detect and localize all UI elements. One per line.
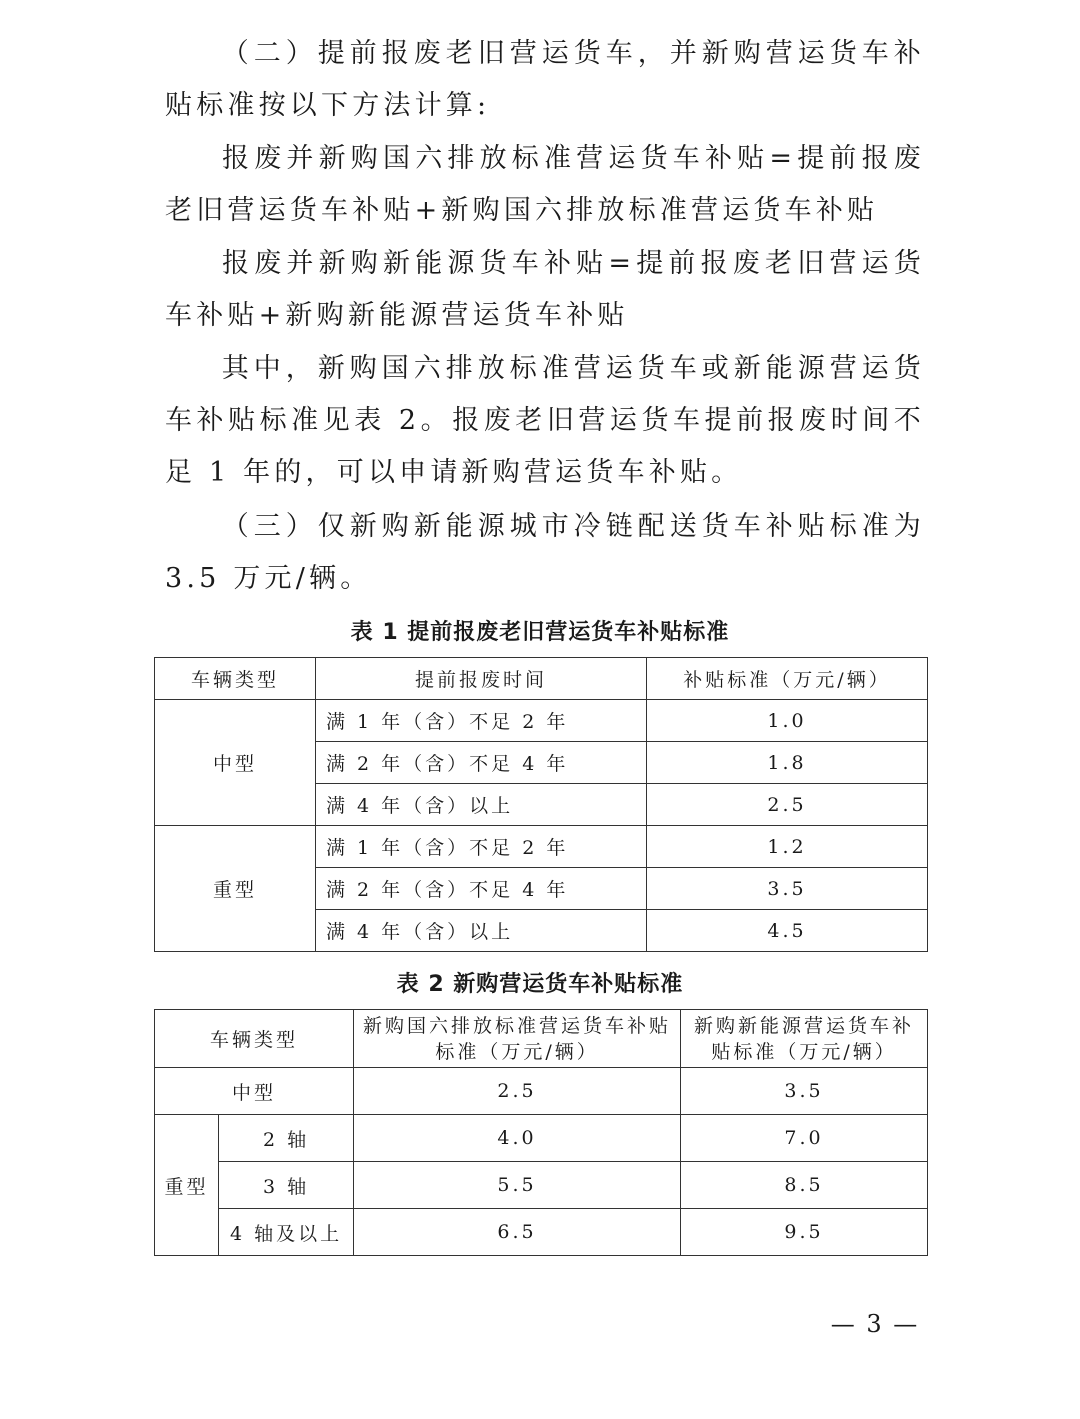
table2-guo6-cell: 2.5 [354,1068,681,1115]
table1-header-row [155,658,928,700]
table1-caption: 表 1 提前报废老旧营运货车补贴标准 [350,620,730,645]
page-number: — 3 — [830,1310,920,1338]
table1-value-cell: 1.8 [647,742,928,784]
paragraph-1 [165,28,925,132]
table1-header-value: 补贴标准（万元/辆） [647,658,928,700]
table2-ev-cell: 9.5 [681,1209,928,1256]
table1-value-cell: 1.2 [647,826,928,868]
table-row [155,1115,928,1162]
table2-caption: 表 2 新购营运货车补贴标准 [396,972,684,997]
table1 [154,657,928,952]
table2-guo6-cell: 6.5 [354,1209,681,1256]
paragraph-2 [165,133,925,237]
table2-axle-cell: 4 轴及以上 [219,1209,354,1256]
table2-header-row [155,1010,928,1068]
table-row [155,1209,928,1256]
table1-value-cell: 2.5 [647,784,928,826]
table-row [155,826,928,868]
table1-time-cell: 满 1 年（含）不足 2 年 [316,826,647,868]
table2-type-heavy: 重型 [155,1115,219,1256]
table2-header-type: 车辆类型 [155,1010,354,1068]
table2-axle-cell: 3 轴 [219,1162,354,1209]
table2-header-guo6: 新购国六排放标准营运货车补贴标准（万元/辆） [354,1010,681,1068]
table2-type-medium: 中型 [155,1068,354,1115]
table1-time-cell: 满 4 年（含）以上 [316,910,647,952]
table1-time-cell: 满 2 年（含）不足 4 年 [316,868,647,910]
table-row [155,1162,928,1209]
paragraph-2-text: 报废并新购国六排放标准营运货车补贴=提前报废老旧营运货车补贴+新购国六排放标准营运货车补贴 [165,143,925,226]
table1-time-cell: 满 1 年（含）不足 2 年 [316,700,647,742]
table2-ev-cell: 3.5 [681,1068,928,1115]
table2-axle-cell: 2 轴 [219,1115,354,1162]
paragraph-5-text: （三）仅新购新能源城市冷链配送货车补贴标准为 3.5 万元/辆。 [165,511,925,594]
paragraph-4 [165,343,925,499]
table1-value-cell: 4.5 [647,910,928,952]
table1-type-heavy: 重型 [155,826,316,952]
paragraph-3 [165,238,925,342]
table-row [155,700,928,742]
table1-value-cell: 1.0 [647,700,928,742]
table-row [155,1068,928,1115]
table1-time-cell: 满 2 年（含）不足 4 年 [316,742,647,784]
table1-header-time: 提前报废时间 [316,658,647,700]
paragraph-4-text: 其中，新购国六排放标准营运货车或新能源营运货车补贴标准见表 2。报废老旧营运货车提前报废时间不足 1 年的，可以申请新购营运货车补贴。 [165,353,925,488]
table2-guo6-cell: 4.0 [354,1115,681,1162]
table1-time-cell: 满 4 年（含）以上 [316,784,647,826]
paragraph-1-text: （二）提前报废老旧营运货车，并新购营运货车补贴标准按以下方法计算: [165,38,925,121]
table2-ev-cell: 7.0 [681,1115,928,1162]
table1-header-type: 车辆类型 [155,658,316,700]
table2-header-ev: 新购新能源营运货车补贴标准（万元/辆） [681,1010,928,1068]
table1-type-medium: 中型 [155,700,316,826]
paragraph-3-text: 报废并新购新能源货车补贴=提前报废老旧营运货车补贴+新购新能源营运货车补贴 [165,248,925,331]
table2 [154,1009,928,1256]
paragraph-5 [165,501,925,605]
table2-guo6-cell: 5.5 [354,1162,681,1209]
table1-value-cell: 3.5 [647,868,928,910]
table2-ev-cell: 8.5 [681,1162,928,1209]
